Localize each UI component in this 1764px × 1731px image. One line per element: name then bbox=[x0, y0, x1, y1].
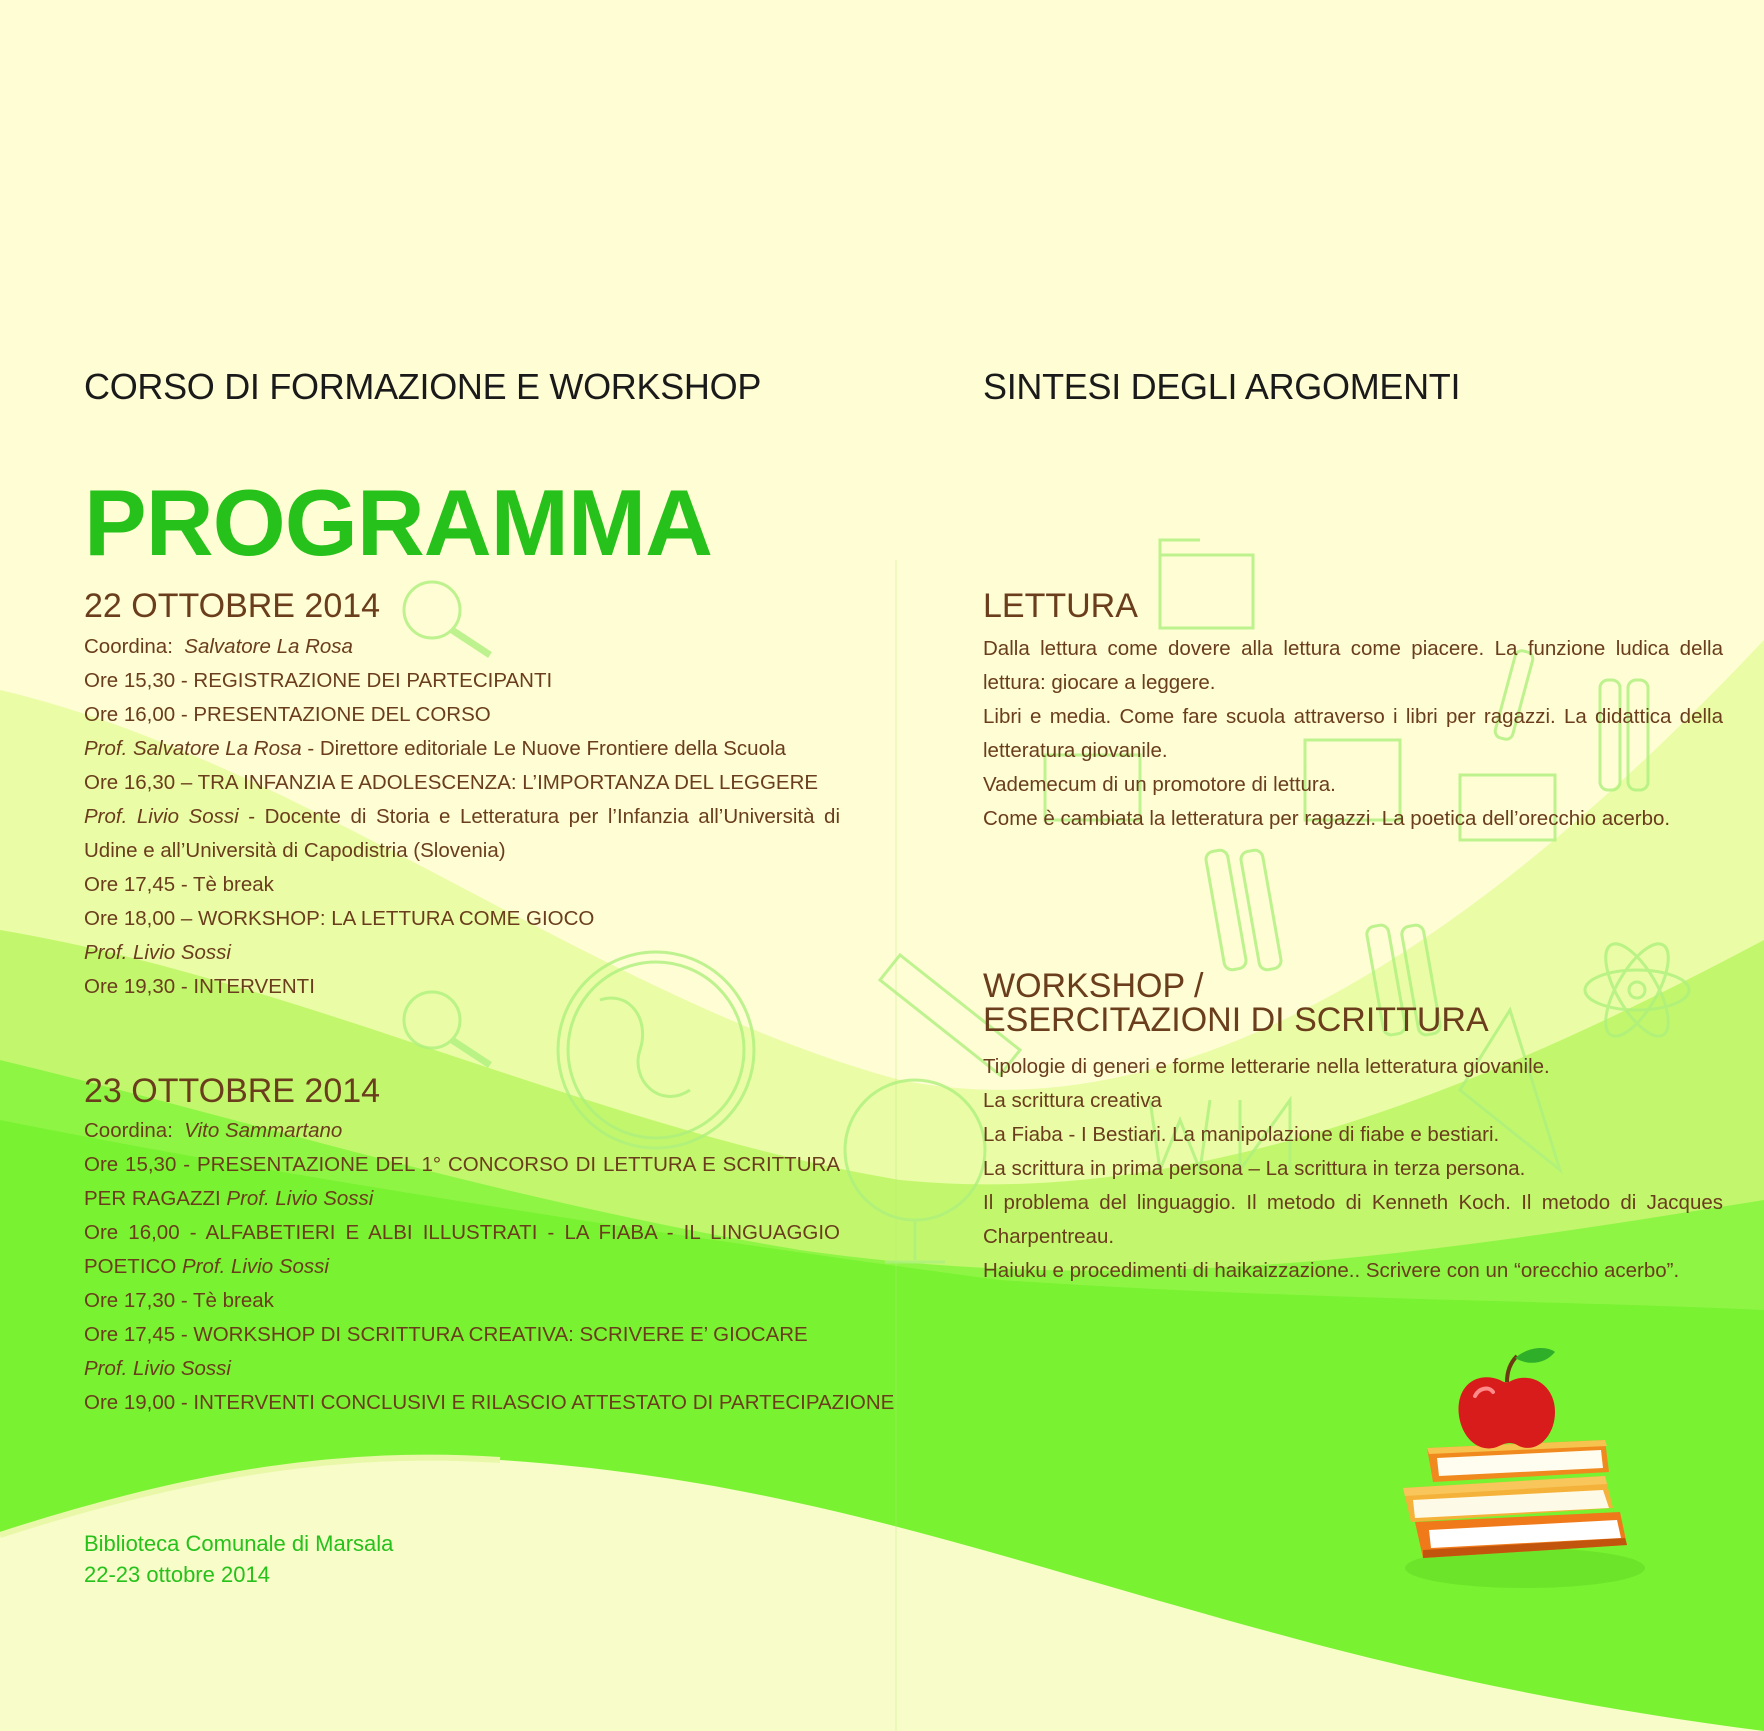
schedule-item: Ore 18,00 – WORKSHOP: LA LETTURA COME GIOCO bbox=[84, 907, 595, 930]
schedule-item: Ore 16,00 - PRESENTAZIONE DEL CORSO bbox=[84, 703, 491, 726]
day2-date: 23 OTTOBRE 2014 bbox=[84, 1072, 381, 1110]
course-header: CORSO DI FORMAZIONE E WORKSHOP bbox=[84, 366, 762, 407]
schedule-item: Ore 19,00 - INTERVENTI CONCLUSIVI E RILASCIO ATTESTATO DI PARTECIPAZIONE bbox=[84, 1391, 895, 1414]
topic-paragraph: Dalla lettura come dovere alla lettura come piacere. La funzione ludica della lettura: giocare a leggere. bbox=[983, 637, 1723, 694]
schedule-item: Ore 17,45 - Tè break bbox=[84, 873, 274, 896]
coord-line: Coordina: Salvatore La Rosa bbox=[84, 635, 353, 658]
day2-schedule bbox=[84, 1114, 895, 1420]
topic-paragraph: Libri e media. Come fare scuola attraverso i libri per ragazzi. La didattica della letteratura giovanile. bbox=[983, 705, 1723, 762]
lettura-body bbox=[983, 632, 1723, 836]
schedule-item: Ore 17,30 - Tè break bbox=[84, 1289, 274, 1312]
topics-header: SINTESI DEGLI ARGOMENTI bbox=[983, 366, 1461, 407]
workshop-title: WORKSHOP / ESERCITAZIONI DI SCRITTURA bbox=[983, 967, 1489, 1039]
day1-schedule bbox=[84, 630, 840, 1004]
workshop-body bbox=[983, 1050, 1723, 1288]
topic-paragraph: Il problema del linguaggio. Il metodo di Kenneth Koch. Il metodo di Jacques Charpentreau. bbox=[983, 1191, 1723, 1248]
topic-paragraph: La scrittura in prima persona – La scrittura in terza persona. bbox=[983, 1157, 1526, 1180]
schedule-item: Ore 15,30 - PRESENTAZIONE DEL 1° CONCORSO DI LETTURA E SCRITTURA PER RAGAZZI Prof. Livio Sossi bbox=[84, 1153, 840, 1210]
topic-paragraph: La scrittura creativa bbox=[983, 1089, 1162, 1112]
speaker-line: Prof. Livio Sossi - Docente di Storia e Letteratura per l’Infanzia all’Università di Udine e all’Università di Capodistria (Slovenia) bbox=[84, 805, 840, 862]
coord-line: Coordina: Vito Sammartano bbox=[84, 1119, 343, 1142]
schedule-item: Ore 15,30 - REGISTRAZIONE DEI PARTECIPANTI bbox=[84, 669, 553, 692]
topic-paragraph: La Fiaba - I Bestiari. La manipolazione di fiabe e bestiari. bbox=[983, 1123, 1500, 1146]
speaker-line: Prof. Livio Sossi bbox=[84, 1357, 231, 1380]
topic-paragraph: Haiuku e procedimenti di haikaizzazione.. Scrivere con un “orecchio acerbo”. bbox=[983, 1259, 1680, 1282]
footer-dates: 22-23 ottobre 2014 bbox=[84, 1562, 270, 1587]
schedule-item: Ore 16,00 - ALFABETIERI E ALBI ILLUSTRATI - LA FIABA - IL LINGUAGGIO POETICO Prof. Livio Sossi bbox=[84, 1221, 840, 1278]
speaker-line: Prof. Salvatore La Rosa - Direttore editoriale Le Nuove Frontiere della Scuola bbox=[84, 737, 786, 760]
topic-paragraph: Vademecum di un promotore di lettura. bbox=[983, 773, 1336, 796]
schedule-item: Ore 17,45 - WORKSHOP DI SCRITTURA CREATIVA: SCRIVERE E’ GIOCARE bbox=[84, 1323, 808, 1346]
footer-info bbox=[84, 1528, 393, 1590]
lettura-title: LETTURA bbox=[983, 587, 1138, 625]
topic-paragraph: Come è cambiata la letteratura per ragazzi. La poetica dell’orecchio acerbo. bbox=[983, 807, 1671, 830]
program-title: PROGRAMMA bbox=[84, 470, 713, 575]
apple-on-books-icon bbox=[1395, 1340, 1655, 1600]
schedule-item: Ore 19,30 - INTERVENTI bbox=[84, 975, 315, 998]
day1-date: 22 OTTOBRE 2014 bbox=[84, 587, 381, 625]
speaker-line: Prof. Livio Sossi bbox=[84, 941, 231, 964]
footer-place: Biblioteca Comunale di Marsala bbox=[84, 1531, 394, 1556]
topic-paragraph: Tipologie di generi e forme letterarie nella letteratura giovanile. bbox=[983, 1055, 1550, 1078]
schedule-item: Ore 16,30 – TRA INFANZIA E ADOLESCENZA: L’IMPORTANZA DEL LEGGERE bbox=[84, 771, 819, 794]
